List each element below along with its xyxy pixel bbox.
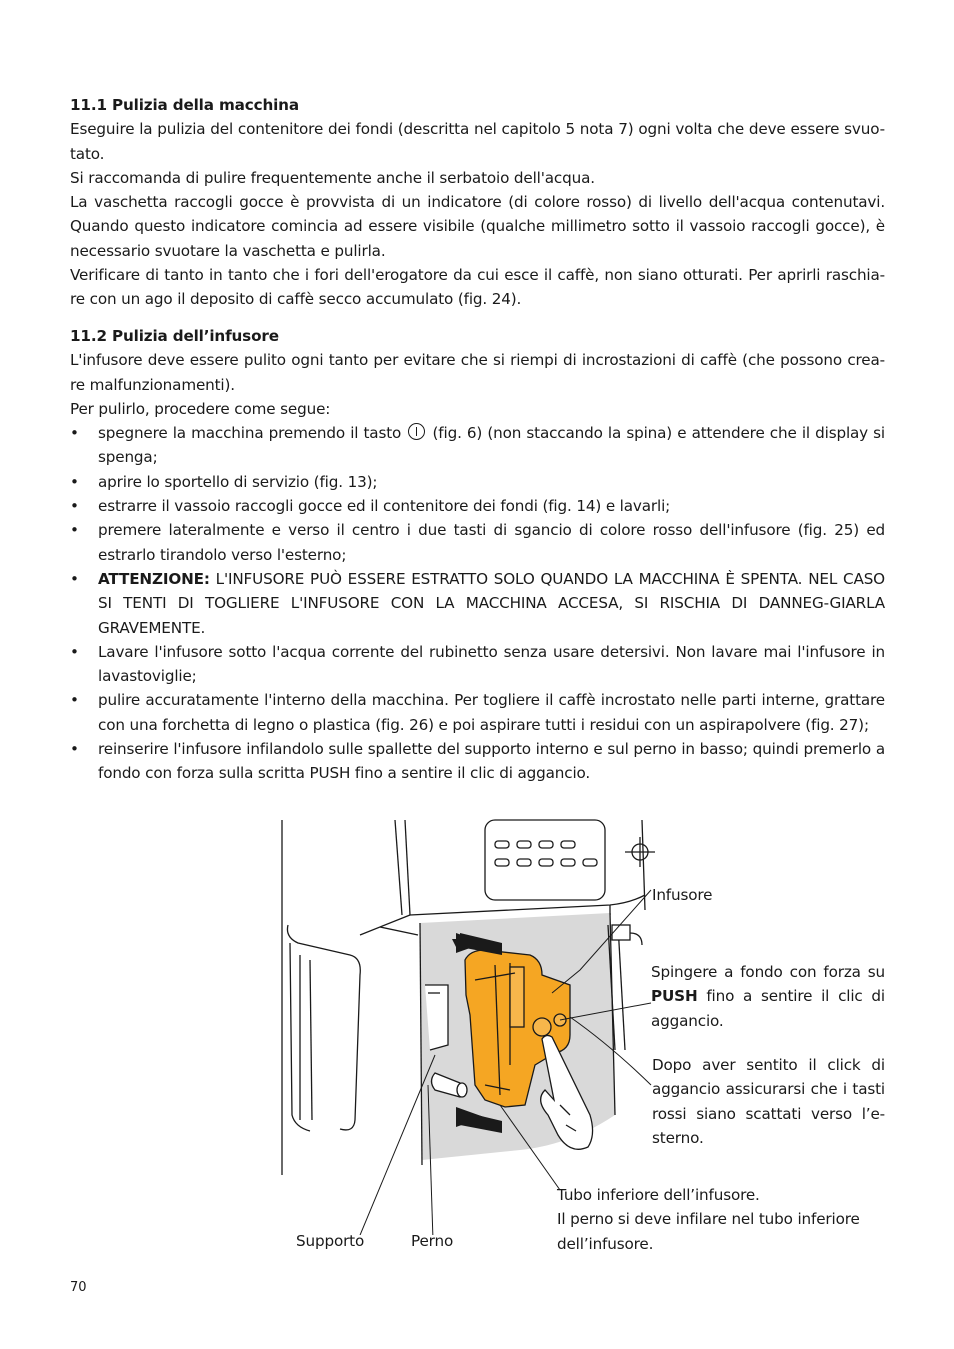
section-heading: 11.1 Pulizia della macchina	[70, 96, 299, 114]
label-tubo	[557, 1183, 887, 1256]
step-text: spegnere la macchina premendo il tasto	[98, 424, 402, 443]
control-panel	[485, 820, 605, 900]
step-text: aprire lo sportello di servizio (fig. 13);	[98, 472, 378, 491]
step-text: premere lateralmente e verso il centro i due tasti di sgancio di colore rosso dell'infusore (fig. 25) ed estrarlo tirandolo verso l'esterno;	[98, 521, 885, 564]
paragraph: Si raccomanda di pulire frequentemente anche il serbatoio dell'acqua.	[70, 168, 595, 187]
panel-buttons	[495, 841, 597, 866]
label-supporto: Supporto	[296, 1232, 365, 1250]
page-number: 70	[70, 1280, 87, 1295]
warning-label: ATTENZIONE:	[98, 569, 210, 588]
section-cleaning-infuser	[70, 324, 885, 786]
push-text-2: fino a sentire il clic di aggancio.	[651, 987, 885, 1030]
warning-text: L'INFUSORE PUÒ ESSERE ESTRATTO SOLO QUANDO LA MACCHINA È SPENTA. NEL CASO SI TENTI DI TOGLIERE L'INFUSORE CON LA MACCHINA ACCESA, SI RISCHIA DI DANNEG-GIARLA GRAVEMENTE.	[98, 569, 885, 637]
paragraph: Eseguire la pulizia del contenitore dei fondi (descritta nel capitolo 5 nota 7) ogni volta che deve essere svuo-tato.	[70, 120, 885, 163]
label-dopo: Dopo aver sentito il click di aggancio assicurarsi che i tasti rossi siano scattati verso l’e-sterno.	[652, 1056, 885, 1147]
push-text: Spingere a fondo con forza su	[651, 963, 885, 981]
list-item: • pulire accuratamente l'interno della macchina. Per togliere il caffè incrostato nelle parti interne, grattare con una forchetta di legno o plastica (fig. 26) e poi aspirare tutti i residui con un aspirapolvere (fig. 27);	[70, 691, 885, 734]
infuser-illustration	[270, 815, 690, 1235]
tubo-line-2: Il perno si deve infilare nel tubo inferiore dell’infusore.	[557, 1210, 860, 1253]
paragraph: Per pulirlo, procedere come segue:	[70, 399, 331, 418]
paragraph: Verificare di tanto in tanto che i fori dell'erogatore da cui esce il caffè, non siano otturati. Per aprirli raschia-re con un ago il deposito di caffè secco accumulato (fig. 24).	[70, 266, 885, 309]
list-item: • aprire lo sportello di servizio (fig. 13);	[70, 472, 378, 491]
label-infusore: Infusore	[652, 886, 713, 904]
step-text: (fig. 6) (non staccando la spina) e attendere che il display si spenga;	[98, 424, 886, 467]
section-heading: 11.2 Pulizia dell’infusore	[70, 327, 279, 345]
label-push-instruction	[651, 960, 885, 1033]
step-text: pulire accuratamente l'interno della macchina. Per togliere il caffè incrostato nelle parti interne, grattare con una forchetta di legno o plastica (fig. 26) e poi aspirare tutti i residui con un aspirapolvere (fig. 27);	[98, 691, 885, 734]
list-item: • reinserire l'infusore infilandolo sulle spallette del supporto interno e sul perno in basso; quindi premerlo a fondo con forza sulla scritta PUSH fino a sentire il clic di aggancio.	[70, 740, 885, 783]
step-text: estrarre il vassoio raccogli gocce ed il contenitore dei fondi (fig. 14) e lavarli;	[98, 497, 671, 516]
tubo-line-1: Tubo inferiore dell’infusore.	[557, 1186, 760, 1204]
section-cleaning-machine	[70, 93, 885, 312]
list-item: • premere lateralmente e verso il centro i due tasti di sgancio di colore rosso dell'infusore (fig. 25) ed estrarlo tirandolo verso l'esterno;	[70, 521, 885, 564]
list-item: • ATTENZIONE: L'INFUSORE PUÒ ESSERE ESTRATTO SOLO QUANDO LA MACCHINA È SPENTA. NEL CASO SI TENTI DI TOGLIERE L'INFUSORE CON LA MACCHINA ACCESA, SI RISCHIA DI DANNEG-GIARLA GRAVEMENTE.	[70, 569, 885, 637]
paragraph: L'infusore deve essere pulito ogni tanto per evitare che si riempi di incrostazioni di caffè (che possono crea-re malfunzionamenti).	[70, 351, 885, 394]
steps-list	[70, 421, 885, 785]
list-item: • Lavare l'infusore sotto l'acqua corrente del rubinetto senza usare detersivi. Non lavare mai l'infusore in lavastoviglie;	[70, 642, 885, 686]
push-bold: PUSH	[651, 987, 698, 1006]
list-item: • spegnere la macchina premendo il tasto (fig. 6) (non staccando la spina) e attendere che il display si spenga;	[70, 424, 886, 467]
power-button-icon	[408, 423, 425, 440]
paragraph: La vaschetta raccogli gocce è provvista di un indicatore (di colore rosso) di livello dell'acqua contenutavi. Quando questo indicatore comincia ad essere visibile (qualche millimetro sotto il vassoio raccogli gocce), è necessario svuotare la vaschetta e pulirla.	[70, 193, 885, 260]
step-text: reinserire l'infusore infilandolo sulle spallette del supporto interno e sul perno in basso; quindi premerlo a fondo con forza sulla scritta PUSH fino a sentire il clic di aggancio.	[98, 740, 885, 783]
label-perno: Perno	[411, 1232, 454, 1250]
list-item: • estrarre il vassoio raccogli gocce ed il contenitore dei fondi (fig. 14) e lavarli;	[70, 497, 671, 516]
step-text: Lavare l'infusore sotto l'acqua corrente del rubinetto senza usare detersivi. Non lavare mai l'infusore in lavastoviglie;	[98, 642, 885, 686]
